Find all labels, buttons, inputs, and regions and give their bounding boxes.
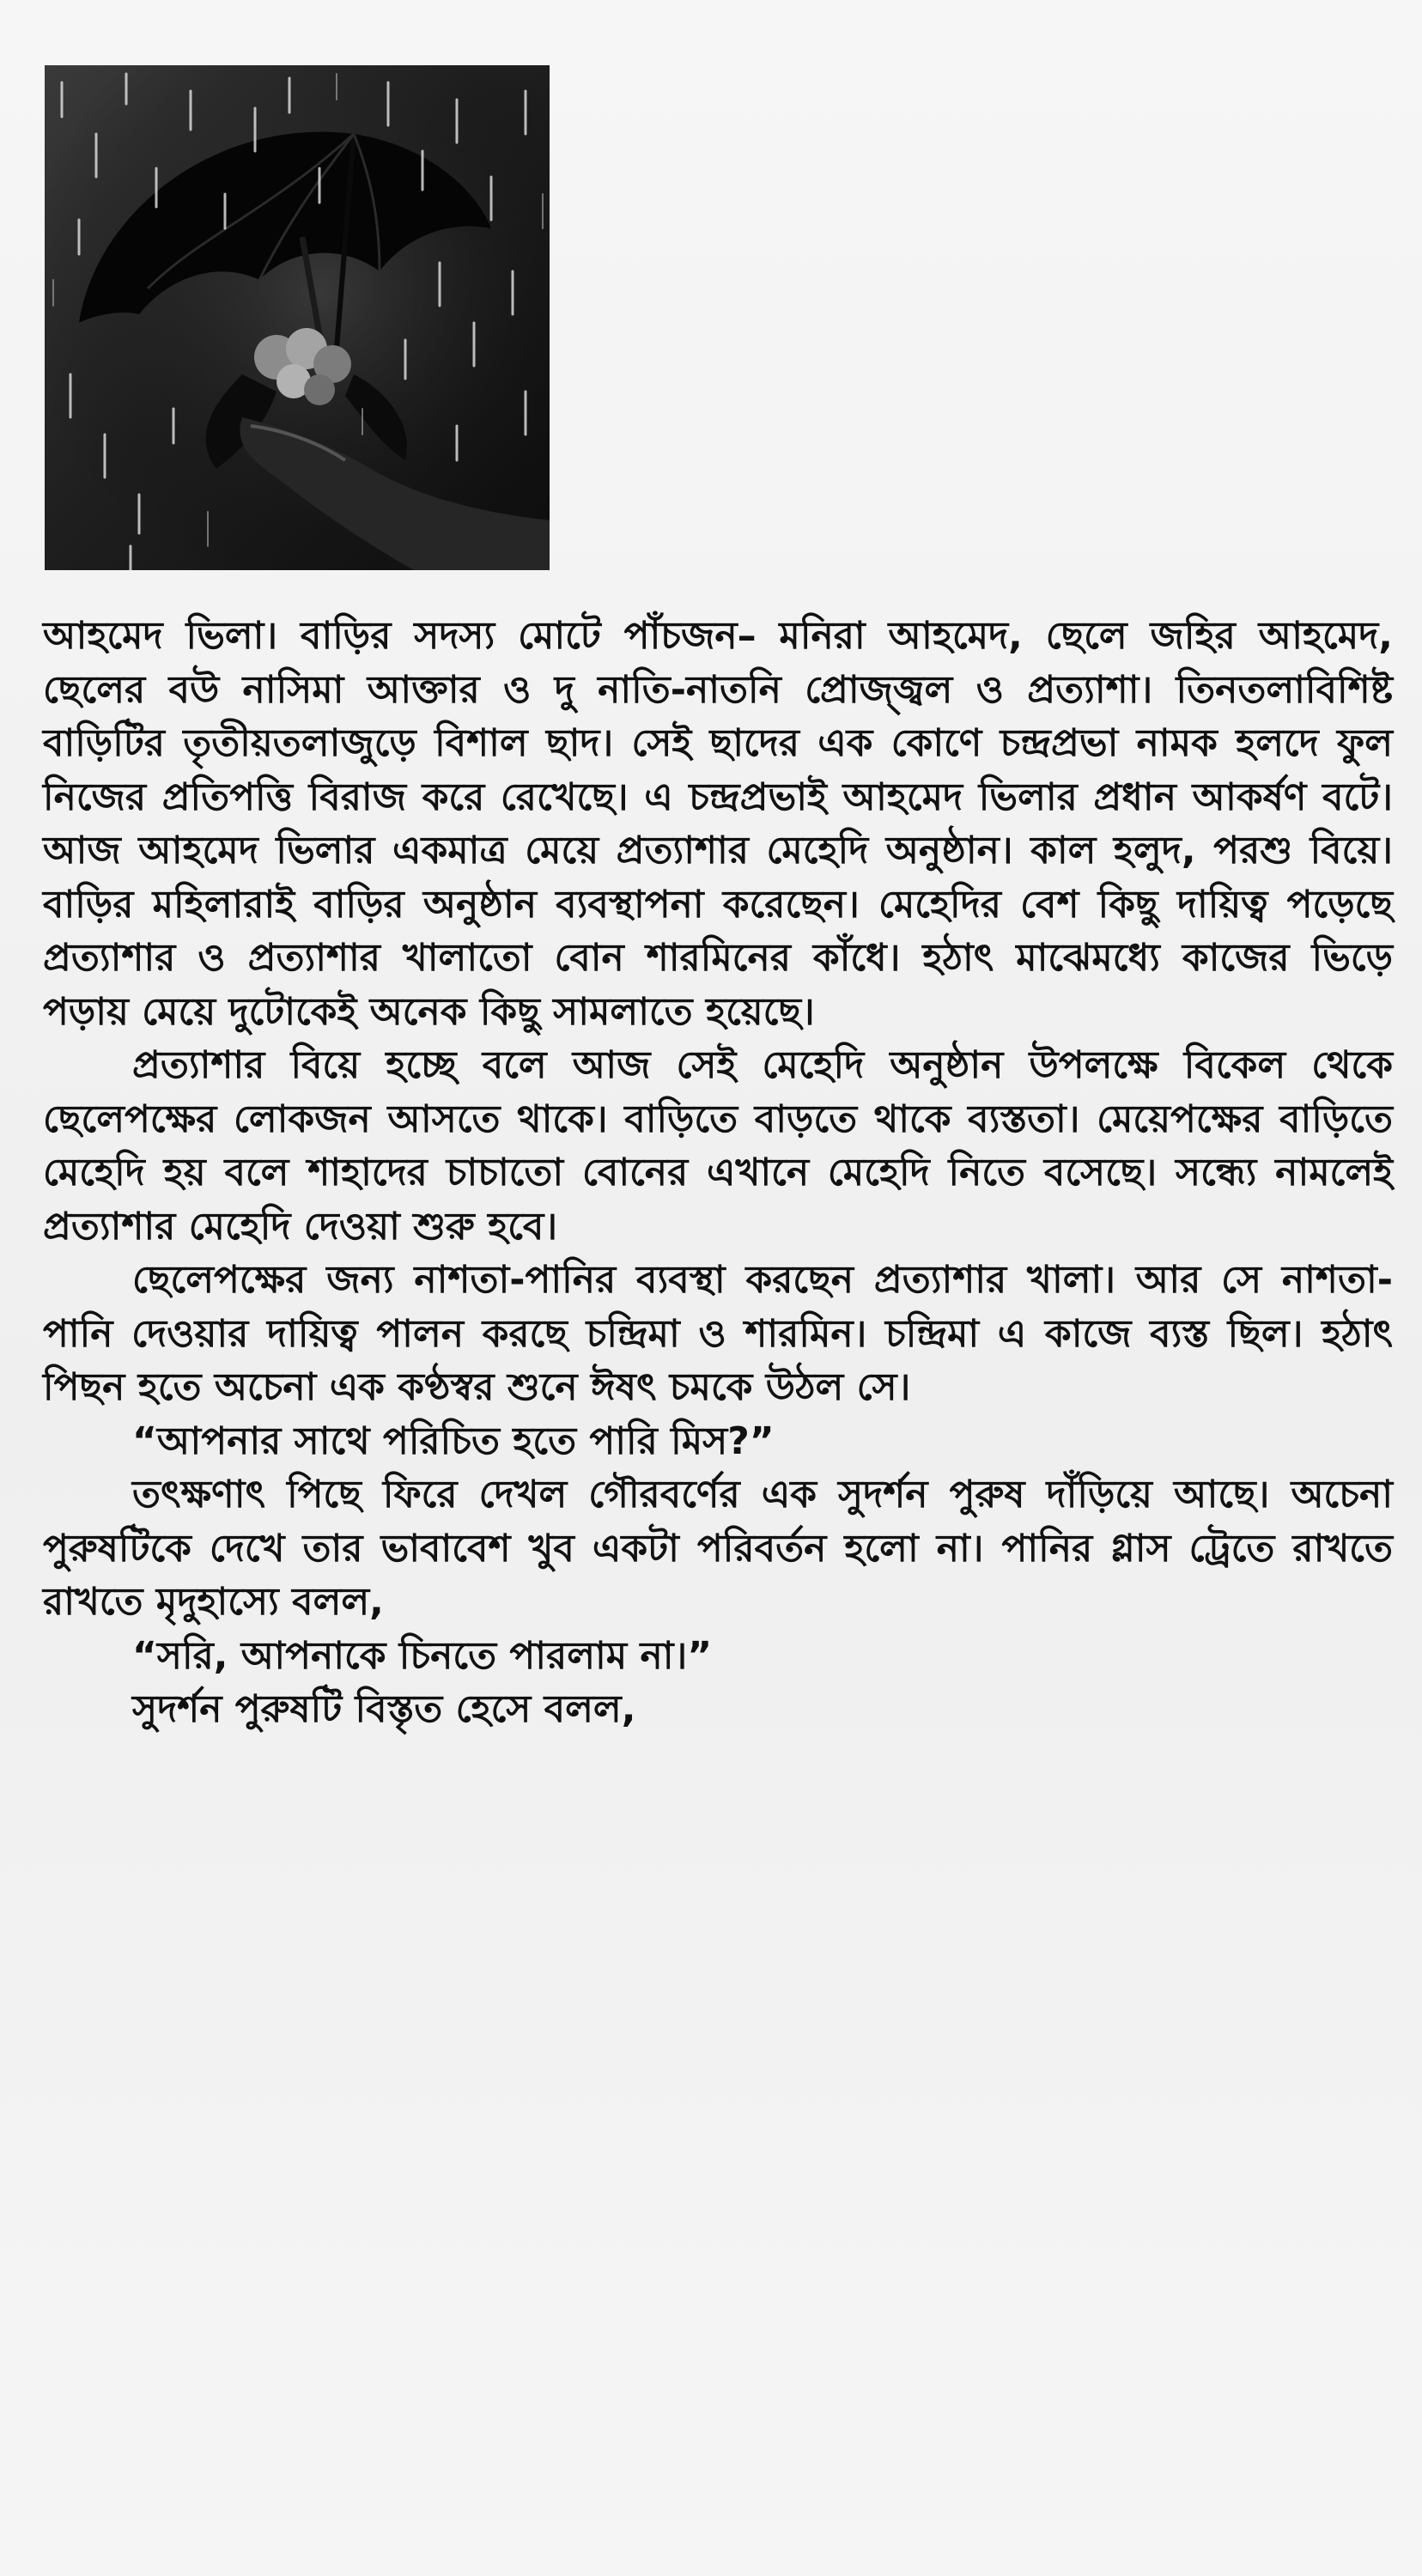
rain-umbrella-photo <box>45 65 550 570</box>
paragraph-2: প্রত্যাশার বিয়ে হচ্ছে বলে আজ সেই মেহেদি অনুষ্ঠান উপলক্ষে বিকেল থেকে ছেলেপক্ষের লোকজন আসতে থাকে। বাড়িতে বাড়তে থাকে ব্যস্ততা। মেয়েপক্ষের বাড়িতে মেহেদি হয় বলে শাহাদের চাচাতো বোনের এখানে মেহেদি নিতে বসেছে। সন্ধ্যে নামলেই প্রত্যাশার মেহেদি দেওয়া শুরু হবে। <box>43 1043 1393 1249</box>
dialogue-line-2: “সরি, আপনাকে চিনতে পারলাম না।” <box>132 1633 713 1678</box>
paragraph-5: তৎক্ষণাৎ পিছে ফিরে দেখল গৌরবর্ণের এক সুদর্শন পুরুষ দাঁড়িয়ে আছে। অচেনা পুরুষটিকে দেখে তার ভাবাবেশ খুব একটা পরিবর্তন হলো না। পানির গ্লাস ট্রেতে রাখতে রাখতে মৃদুহাস্যে বলল, <box>43 1473 1393 1624</box>
dialogue-line-3: সুদর্শন পুরুষটি বিস্তৃত হেসে বলল, <box>132 1687 636 1731</box>
umbrella-rain-icon <box>45 65 550 570</box>
dialogue-line-1: “আপনার সাথে পরিচিত হতে পারি মিস?” <box>132 1419 775 1463</box>
paragraph-3: ছেলেপক্ষের জন্য নাশতা-পানির ব্যবস্থা করছেন প্রত্যাশার খালা। আর সে নাশতা-পানি দেওয়ার দায়িত্ব পালন করছে চন্দ্রিমা ও শারমিন। চন্দ্রিমা এ কাজে ব্যস্ত ছিল। হঠাৎ পিছন হতে অচেনা এক কণ্ঠস্বর শুনে ঈষৎ চমকে উঠল সে। <box>43 1258 1393 1409</box>
paragraph-1: আহমেদ ভিলা। বাড়ির সদস্য মোটে পাঁচজন– মনিরা আহমেদ, ছেলে জহির আহমেদ, ছেলের বউ নাসিমা আক্তার ও দু নাতি-নাতনি প্রোজ্জ্বল ও প্রত্যাশা। তিনতলাবিশিষ্ট বাড়িটির তৃতীয়তলাজুড়ে বিশাল ছাদ। সেই ছাদের এক কোণে চন্দ্রপ্রভা নামক হলদে ফুল নিজের প্রতিপত্তি বিরাজ করে রেখেছে। এ চন্দ্রপ্রভাই আহমেদ ভিলার প্রধান আকর্ষণ বটে। আজ আহমেদ ভিলার একমাত্র মেয়ে প্রত্যাশার মেহেদি অনুষ্ঠান। কাল হলুদ, পরশু বিয়ে। বাড়ির মহিলারাই বাড়ির অনুষ্ঠান ব্যবস্থাপনা করেছেন। মেহেদির বেশ কিছু দায়িত্ব পড়েছে প্রত্যাশার ও প্রত্যাশার খালাতো বোন শারমিনের কাঁধে। হঠাৎ মাঝেমধ্যে কাজের ভিড়ে পড়ায় মেয়ে দুটোকেই অনেক কিছু সামলাতে হয়েছে। <box>43 614 1393 1034</box>
story-text <box>43 610 1393 1737</box>
